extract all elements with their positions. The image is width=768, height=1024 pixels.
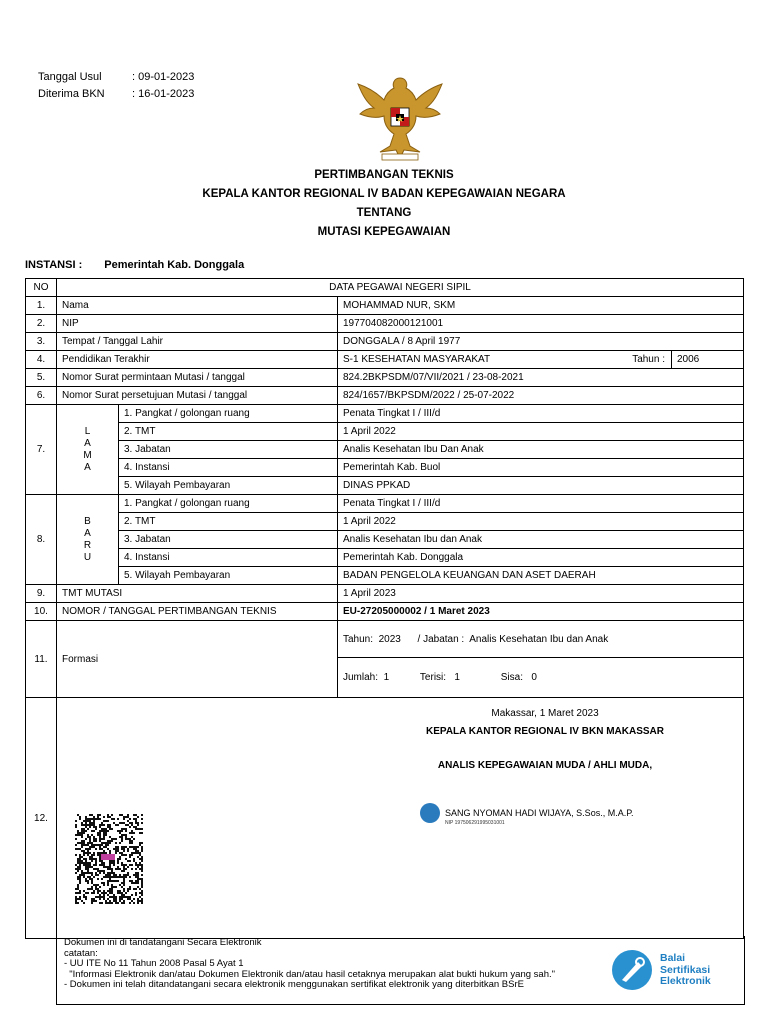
row-value: DONGGALA / 8 April 1977 bbox=[338, 333, 744, 351]
table-header-row bbox=[26, 279, 744, 297]
table-row bbox=[26, 495, 744, 513]
table-row bbox=[26, 459, 744, 477]
row-no: 1. bbox=[26, 297, 57, 315]
row-value: 1 April 2022 bbox=[338, 513, 744, 531]
instansi-label: INSTANSI : bbox=[25, 259, 83, 271]
row-value: Penata Tingkat I / III/d bbox=[338, 495, 744, 513]
row-no: 4. bbox=[26, 351, 57, 369]
row-label: Pendidikan Terakhir bbox=[57, 351, 338, 369]
signer-nip: NIP 197506291995031001 bbox=[445, 820, 505, 826]
table-row bbox=[26, 567, 744, 585]
row-no: 5. bbox=[26, 369, 57, 387]
signature-place-date: Makassar, 1 Maret 2023 bbox=[491, 708, 599, 719]
row-value: Pemerintah Kab. Donggala bbox=[338, 549, 744, 567]
table-row bbox=[26, 603, 744, 621]
row-no: 9. bbox=[26, 585, 57, 603]
row-value: 1 April 2022 bbox=[338, 423, 744, 441]
formasi-tahun-label: Tahun: bbox=[343, 633, 374, 645]
bsre-logo-icon bbox=[612, 950, 652, 990]
row-label: Nomor Surat permintaan Mutasi / tanggal bbox=[57, 369, 338, 387]
row-label: Tempat / Tanggal Lahir bbox=[57, 333, 338, 351]
garuda-emblem-icon bbox=[350, 68, 450, 164]
row-label: 3. Jabatan bbox=[119, 531, 338, 549]
sisa-value: 0 bbox=[531, 672, 537, 684]
row-no: 10. bbox=[26, 603, 57, 621]
diterima-label: Diterima BKN bbox=[38, 88, 105, 100]
lama-letter: A bbox=[84, 461, 91, 473]
row-value: EU-27205000002 / 1 Maret 2023 bbox=[338, 603, 744, 621]
lama-no: 7. bbox=[26, 405, 57, 495]
row-value: 824/1657/BKPSDM/2022 / 25-07-2022 bbox=[338, 387, 744, 405]
qr-code-icon bbox=[75, 814, 143, 904]
table-row bbox=[26, 387, 744, 405]
tanggal-usul-label: Tanggal Usul bbox=[38, 71, 102, 83]
row-value: 197704082000121001 bbox=[338, 315, 744, 333]
signature-position: ANALIS KEPEGAWAIAN MUDA / AHLI MUDA, bbox=[437, 760, 653, 771]
tanggal-usul-value: : 09-01-2023 bbox=[132, 71, 195, 83]
title-line-1: PERTIMBANGAN TEKNIS bbox=[314, 169, 454, 181]
row-value: 1 April 2023 bbox=[338, 585, 744, 603]
table-row bbox=[26, 549, 744, 567]
table-row bbox=[26, 405, 744, 423]
baru-letter: B bbox=[84, 515, 91, 527]
row-no: 12. bbox=[26, 698, 57, 939]
title-line-2: KEPALA KANTOR REGIONAL IV BADAN KEPEGAWAIAN NEGARA bbox=[202, 188, 566, 200]
row-no: 6. bbox=[26, 387, 57, 405]
table-row bbox=[26, 297, 744, 315]
row-value bbox=[338, 351, 672, 369]
footer-notes bbox=[64, 938, 624, 991]
row-label: 2. TMT bbox=[119, 423, 338, 441]
bsre-line: Elektronik bbox=[660, 975, 711, 987]
row-no: 3. bbox=[26, 333, 57, 351]
jumlah-value: 1 bbox=[383, 672, 390, 684]
table-row bbox=[26, 315, 744, 333]
instansi-value: Pemerintah Kab. Donggala bbox=[104, 259, 245, 271]
row-value: Penata Tingkat I / III/d bbox=[338, 405, 744, 423]
row-label: 1. Pangkat / golongan ruang bbox=[119, 405, 338, 423]
footer-line: "Informasi Elektronik dan/atau Dokumen Elektronik dan/atau hasil cetaknya merupakan alat bukti hukum yang sah." bbox=[64, 968, 555, 980]
lama-vertical-label bbox=[57, 405, 119, 495]
row-label: TMT MUTASI bbox=[57, 585, 338, 603]
row-value: 824.2BKPSDM/07/VII/2021 / 23-08-2021 bbox=[338, 369, 744, 387]
bsre-logo-text bbox=[660, 953, 711, 988]
bsre-mini-badge-icon bbox=[420, 803, 440, 823]
formasi-tahun-value: 2023 bbox=[378, 633, 401, 645]
baru-no: 8. bbox=[26, 495, 57, 585]
row-no: 2. bbox=[26, 315, 57, 333]
header-data: DATA PEGAWAI NEGERI SIPIL bbox=[57, 279, 744, 297]
row-label: NIP bbox=[57, 315, 338, 333]
row-no: 11. bbox=[26, 621, 57, 698]
row-label: 4. Instansi bbox=[119, 549, 338, 567]
diterima-value: : 16-01-2023 bbox=[132, 88, 195, 100]
baru-letter: A bbox=[84, 527, 91, 539]
footer-line: - UU ITE No 11 Tahun 2008 Pasal 5 Ayat 1 bbox=[64, 958, 244, 969]
title-line-3: TENTANG bbox=[356, 207, 412, 219]
pendidikan-value: S-1 KESEHATAN MASYARAKAT bbox=[343, 354, 491, 365]
row-value: DINAS PPKAD bbox=[338, 477, 744, 495]
row-value: BADAN PENGELOLA KEUANGAN DAN ASET DAERAH bbox=[338, 567, 744, 585]
table-row bbox=[26, 441, 744, 459]
row-label: 4. Instansi bbox=[119, 459, 338, 477]
formasi-tahun-jabatan bbox=[338, 621, 744, 658]
table-row bbox=[26, 531, 744, 549]
lama-letter: A bbox=[84, 437, 91, 449]
bsre-logo bbox=[612, 950, 732, 992]
table-row bbox=[26, 333, 744, 351]
row-value: Pemerintah Kab. Buol bbox=[338, 459, 744, 477]
row-value: Analis Kesehatan Ibu dan Anak bbox=[338, 531, 744, 549]
formasi-row bbox=[26, 621, 744, 658]
row-label: 3. Jabatan bbox=[119, 441, 338, 459]
signer-name: SANG NYOMAN HADI WIJAYA, S.Sos., M.A.P. bbox=[445, 808, 634, 818]
terisi-label: Terisi: bbox=[419, 672, 447, 684]
title-line-4: MUTASI KEPEGAWAIAN bbox=[317, 226, 451, 238]
document-titles bbox=[0, 166, 768, 242]
sisa-label: Sisa: bbox=[500, 672, 523, 684]
baru-vertical-label bbox=[57, 495, 119, 585]
header-meta bbox=[38, 69, 194, 103]
footer-line: - Dokumen ini telah ditandatangani secara elektronik menggunakan sertifikat elektronik yang diterbitkan BSrE bbox=[64, 979, 524, 990]
terisi-value: 1 bbox=[454, 672, 460, 684]
table-row bbox=[26, 423, 744, 441]
row-label: Nama bbox=[57, 297, 338, 315]
tahun-value: 2006 bbox=[672, 351, 744, 369]
footer-line: catatan: bbox=[64, 947, 98, 959]
formasi-jabatan-label: / Jabatan : bbox=[417, 633, 465, 645]
formasi-jumlah bbox=[338, 658, 744, 698]
formasi-jabatan-value: Analis Kesehatan Ibu dan Anak bbox=[469, 633, 609, 645]
row-value: MOHAMMAD NUR, SKM bbox=[338, 297, 744, 315]
table-row bbox=[26, 585, 744, 603]
bsre-line: Balai bbox=[660, 952, 686, 964]
lama-letter: M bbox=[83, 449, 92, 461]
table-row bbox=[26, 513, 744, 531]
tahun-label: Tahun : bbox=[632, 354, 665, 365]
bsre-line: Sertifikasi bbox=[660, 963, 711, 976]
baru-letter: U bbox=[83, 551, 92, 563]
baru-letter: R bbox=[83, 539, 92, 551]
table-row bbox=[26, 477, 744, 495]
footer-line: Dokumen ini di tandatangani Secara Elektronik bbox=[64, 937, 262, 948]
row-label: 5. Wilayah Pembayaran bbox=[119, 567, 338, 585]
lama-letter: L bbox=[84, 425, 91, 437]
header-no: NO bbox=[26, 279, 57, 297]
row-value: Analis Kesehatan Ibu Dan Anak bbox=[338, 441, 744, 459]
jumlah-label: Jumlah: bbox=[343, 672, 379, 684]
table-row bbox=[26, 369, 744, 387]
row-label: Formasi bbox=[57, 621, 338, 698]
row-label: 2. TMT bbox=[119, 513, 338, 531]
table-row bbox=[26, 351, 744, 369]
row-label: Nomor Surat persetujuan Mutasi / tanggal bbox=[57, 387, 338, 405]
instansi bbox=[25, 259, 244, 271]
row-label: NOMOR / TANGGAL PERTIMBANGAN TEKNIS bbox=[57, 603, 338, 621]
row-label: 1. Pangkat / golongan ruang bbox=[119, 495, 338, 513]
signature-office: KEPALA KANTOR REGIONAL IV BKN MAKASSAR bbox=[426, 726, 664, 737]
pen-icon bbox=[612, 950, 652, 990]
row-label: 5. Wilayah Pembayaran bbox=[119, 477, 338, 495]
